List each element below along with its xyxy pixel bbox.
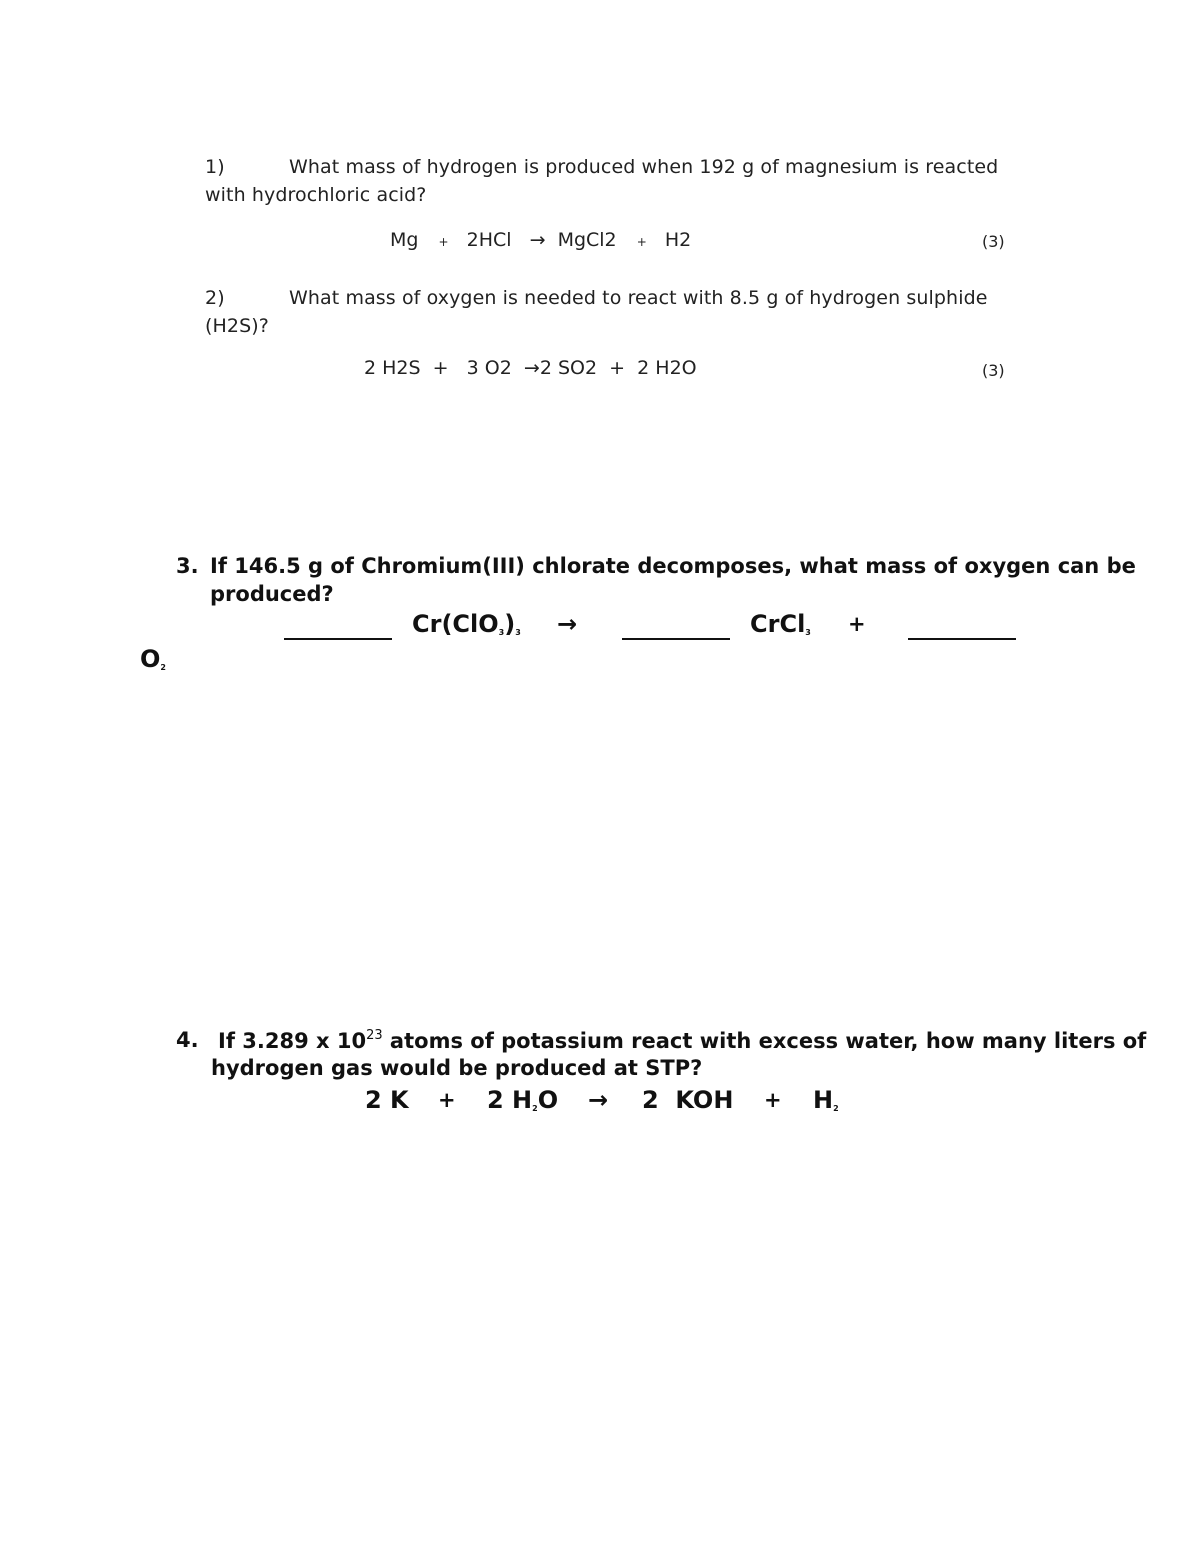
q2-marks: (3) [982,361,1005,380]
q4-eq-h2 [813,1086,839,1114]
q1-eq-mgcl2: MgCl2 [557,229,617,251]
q3-plus: + [848,612,866,636]
q4-eq-plus1: + [438,1088,456,1112]
q4-eq-h: H [813,1086,834,1114]
q4-text-line1-a: If 3.289 x 10 [218,1029,367,1053]
q1-eq-arrow: → [529,229,546,251]
q1-eq-h2: H2 [664,229,692,251]
q3-reactant-sub2: 3 [515,628,521,637]
q2-number: 2) [205,287,225,309]
q3-reactant-close: ) [504,610,516,638]
q4-eq-koh: 2 KOH [642,1086,734,1114]
q3-product2-text: O [140,645,161,673]
q4-text-line1-b: atoms of potassium react with excess water, how many liters of [382,1029,1147,1053]
q3-blank-coefficient-1[interactable] [284,618,392,640]
q4-number: 4. [176,1028,199,1052]
q1-eq-plus2: + [636,235,647,249]
q3-blank-coefficient-2[interactable] [622,618,730,640]
q4-eq-plus2: + [764,1088,782,1112]
q3-text-line2: produced? [210,582,334,606]
q3-reactant-text: Cr(ClO [412,610,499,638]
q1-marks: (3) [982,232,1005,251]
q3-text-line1: If 146.5 g of Chromium(III) chlorate decomposes, what mass of oxygen can be [210,554,1136,578]
q2-text-line2: (H2S)? [205,315,269,337]
q2-equation: 2 H2S + 3 O2 →2 SO2 + 2 H2O [364,357,697,379]
q3-arrow: → [557,610,578,638]
q4-eq-h2o-sub: 2 [532,1104,538,1113]
q1-eq-mg: Mg [390,229,419,251]
q4-text-line1 [218,1028,1146,1053]
q1-eq-plus1: + [438,235,449,249]
q2-text-line1: What mass of oxygen is needed to react with 8.5 g of hydrogen sulphide [289,287,988,309]
q3-number: 3. [176,554,199,578]
q3-reactant-sub1: 3 [498,628,505,637]
q4-eq-h-sub: 2 [833,1104,839,1113]
q3-product1 [750,610,811,638]
q3-blank-coefficient-3[interactable] [908,618,1016,640]
q3-product2-sub: 2 [160,663,166,672]
q1-equation [390,229,691,251]
q4-eq-h2o-b: O [537,1086,559,1114]
q1-text-line1: What mass of hydrogen is produced when 192 g of magnesium is reacted [289,156,999,178]
q3-reactant [412,610,521,638]
q4-eq-k: 2 K [365,1086,409,1114]
q3-product1-text: CrCl [750,610,806,638]
q4-eq-arrow: → [588,1086,609,1114]
q1-text-line2: with hydrochloric acid? [205,184,427,206]
q4-eq-h2o [487,1086,558,1114]
q1-number: 1) [205,156,225,178]
q4-exponent: 23 [366,1028,383,1043]
q3-product2 [140,645,166,673]
q3-product1-sub: 3 [805,628,811,637]
q1-eq-hcl: 2HCl [466,229,512,251]
q4-text-line2: hydrogen gas would be produced at STP? [211,1056,703,1080]
q4-eq-h2o-a: 2 H [487,1086,533,1114]
